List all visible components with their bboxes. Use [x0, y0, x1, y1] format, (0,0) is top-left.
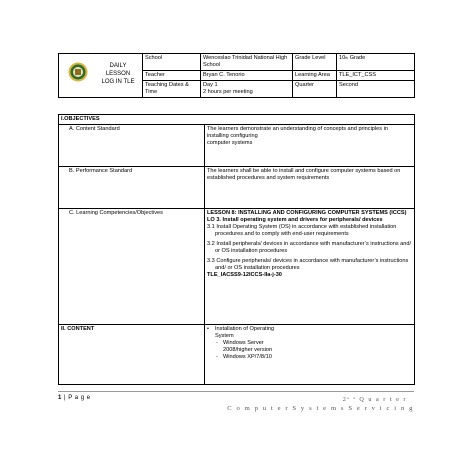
competencies-label: C. Learning Competencies/Objectives	[59, 209, 205, 325]
daily-lesson-log-title: DAILY LESSON LOG IN TLE	[101, 63, 135, 85]
content-text	[205, 325, 415, 385]
performance-standard-text: The learners shall be able to install and configure computer systems based on established procedures and system requirements	[205, 167, 415, 209]
objective-item: 3.3 Configure peripherals/ devices in accordance with manufacturer’s instructions and/ or OS installation procedures	[207, 258, 409, 271]
content-standard-text: The learners demonstrate an understanding of concepts and principles in installing configuring computer systems	[205, 125, 415, 167]
school-label: School	[143, 54, 201, 71]
learning-outcome: LO 3. Install operating system and drivers for peripherals/ devices	[207, 217, 383, 223]
teacher-label: Teacher	[143, 71, 201, 81]
teaching-dates-label: Teaching Dates & Time	[143, 81, 201, 98]
logo-cell	[59, 54, 143, 98]
lesson-title: LESSON 8: INSTALLING AND CONFIGURING COMPUTER SYSTEMS (ICCS)	[207, 210, 407, 216]
footer-quarter: $2^{n d}$ Q u a r t e r	[342, 396, 407, 403]
grade-level-label: Grade Level	[293, 54, 337, 71]
header-table	[58, 53, 415, 98]
quarter-value: Second	[337, 81, 415, 98]
objectives-heading: I.OBJECTIVES	[59, 115, 415, 125]
content-subbullet: - Windows Server 2008/higher version	[207, 340, 412, 354]
school-seal-icon	[68, 62, 88, 82]
teacher-value: Bryan C. Tenorio	[201, 71, 293, 81]
competencies-text	[205, 209, 415, 325]
teaching-dates-value: Day 1 2 hours per meeting	[201, 81, 293, 98]
content-heading: II. CONTENT	[59, 325, 205, 385]
content-bullet: • Installation of Operating System	[207, 326, 412, 340]
page-number: 1 | P a g e	[58, 395, 91, 401]
footer-rule	[58, 391, 414, 392]
learning-area-value: TLE_ICT_CSS	[337, 71, 415, 81]
objectives-table	[58, 114, 415, 385]
objective-item: 3.2 Install peripherals/ devices in accordance with manufacturer’s instructions and/ or OS installation procedures	[207, 241, 412, 254]
content-standard-label: A. Content Standard	[59, 125, 205, 167]
performance-standard-label: B. Performance Standard	[59, 167, 205, 209]
competency-code: TLE_IACSS9-12ICCS-IIa-j-30	[207, 272, 282, 278]
quarter-label: Quarter	[293, 81, 337, 98]
footer-course: C o m p u t e r S y s t e m s S e r v i c i n g	[227, 405, 414, 412]
objective-item: 3.1 Install Operating System (OS) in accordance with established installation procedures and to comply with end-user requirements	[207, 224, 397, 237]
content-subbullet: - Windows XP/7/8/10	[207, 354, 412, 361]
grade-level-value: 10th Grade	[337, 54, 415, 71]
school-value: Wenceslao Trinidad National High School	[201, 54, 293, 71]
learning-area-label: Learning Area	[293, 71, 337, 81]
